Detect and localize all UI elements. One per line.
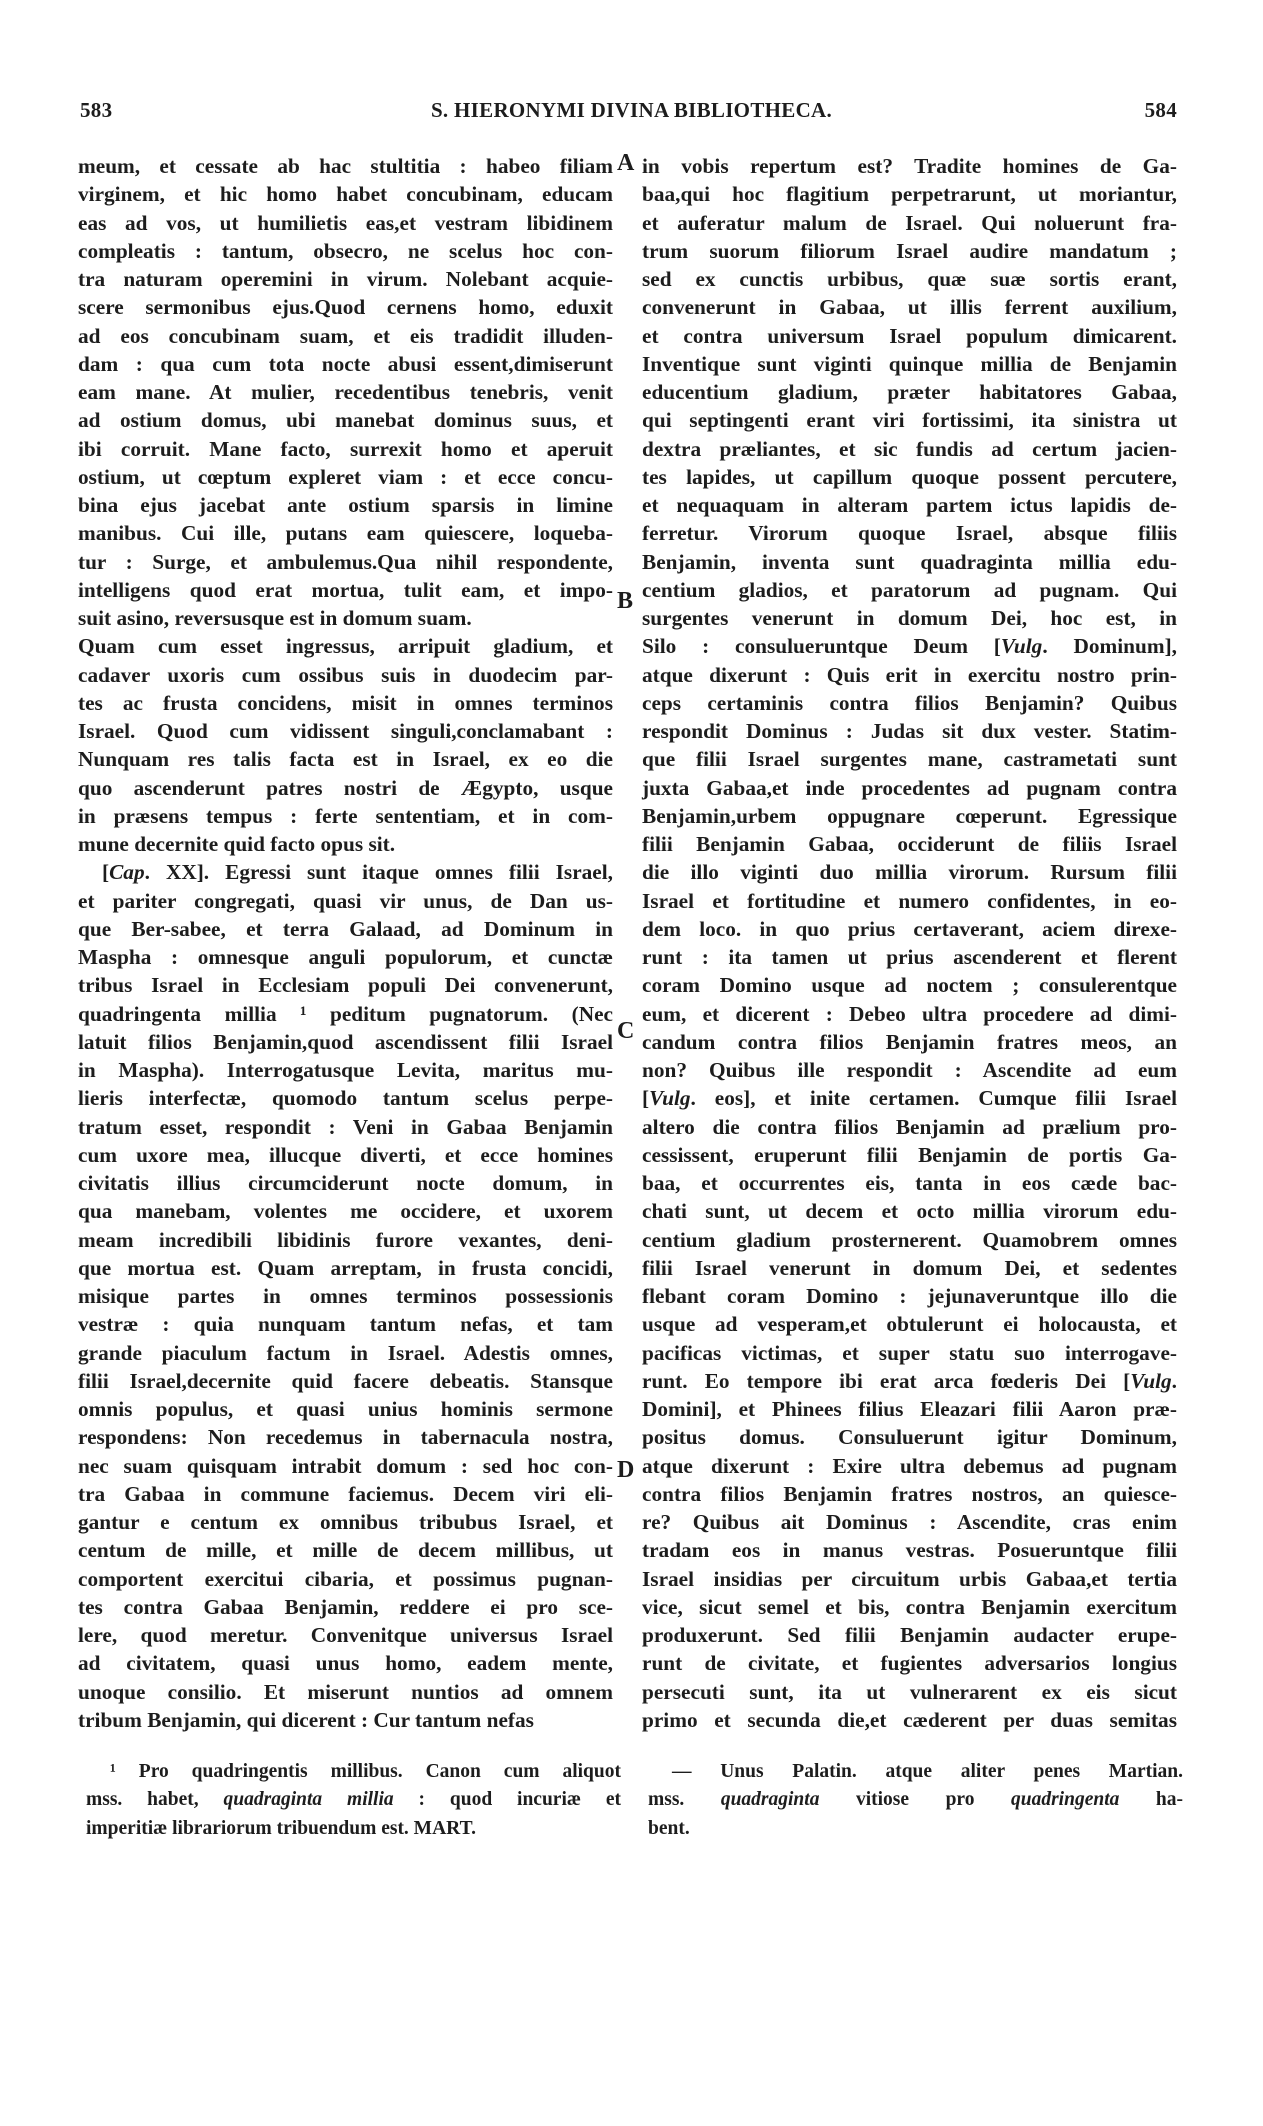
text-line: manibus. Cui ille, putans eam quiescere, loqueba- <box>78 521 613 546</box>
text-segment: ha- <box>1119 1789 1183 1811</box>
text-line: quadringenta millia ¹ peditum pugnatorum. (Nec <box>78 1001 613 1026</box>
text-line: convenerunt in Gabaa, ut illis ferrent auxilium, <box>642 295 1177 320</box>
text-line: cessissent, eruperunt filii Benjamin de portis Ga- <box>642 1142 1177 1167</box>
text-line: dam : qua cum tota nocte abusi essent,dimiserunt <box>78 351 613 376</box>
italic-text: Vulg <box>1000 634 1043 659</box>
text-line: Maspha : omnesque anguli populorum, et cunctæ <box>78 945 613 969</box>
text-line: gantur e centum ex omnibus tribubus Israel, et <box>78 1510 613 1534</box>
margin-mark-b: B <box>617 588 634 614</box>
page-number-right: 584 <box>1144 98 1177 122</box>
text-line: tra naturam operemini in virum. Nolebant acquie- <box>78 267 613 291</box>
text-line: die illo viginti duo millia virorum. Rursum filii <box>642 860 1177 885</box>
text-line: qua manebam, volentes me occidere, et uxorem <box>78 1199 613 1224</box>
text-line: filii Israel venerunt in domum Dei, et sedentes <box>642 1255 1177 1280</box>
italic-text: Cap <box>109 860 145 885</box>
italic-text: quadraginta millia <box>223 1789 394 1811</box>
text-line: ad civitatem, quasi unus homo, eadem mente, <box>78 1651 613 1676</box>
text-line: et pariter congregati, quasi vir unus, de Dan us- <box>78 888 613 913</box>
text-line: filii Benjamin Gabaa, occiderunt de filiis Israel <box>642 832 1177 856</box>
text-line: ceps certaminis contra filios Benjamin? Quibus <box>642 690 1177 715</box>
text-line: surgentes venerunt in domum Dei, hoc est, in <box>642 606 1177 630</box>
text-line: ibi corruit. Mane facto, surrexit homo et aperuit <box>78 436 613 461</box>
text-line: qui septingenti erant viri fortissimi, ita sinistra ut <box>642 408 1177 433</box>
text-line: tes ac frusta concidens, misit in omnes terminos <box>78 690 613 715</box>
text-line: tes contra Gabaa Benjamin, reddere ei pro sce- <box>78 1594 613 1619</box>
text-line: meam incredibili libidinis furore vexantes, deni- <box>78 1227 613 1252</box>
text-line <box>86 1786 621 1814</box>
margin-mark-c: C <box>617 1018 635 1044</box>
text-line <box>642 1084 1177 1112</box>
italic-text: quadraginta <box>720 1789 820 1811</box>
italic-text: Vulg <box>1130 1368 1172 1393</box>
text-line: altero die contra filios Benjamin ad prælium pro- <box>642 1114 1177 1139</box>
text-line: scere sermonibus ejus.Quod cernens homo, eduxit <box>78 295 613 320</box>
text-line: comportent exercitui cibaria, et possimus pugnan- <box>78 1566 613 1591</box>
text-line: meum, et cessate ab hac stultitia : habeo filiam <box>78 154 613 178</box>
text-line: nec suam quisquam intrabit domum : sed hoc con- <box>78 1453 613 1478</box>
text-line: suit asino, reversusque est in domum suam. <box>78 606 472 630</box>
text-line: chati sunt, ut decem et octo millia virorum edu- <box>642 1199 1177 1224</box>
text-line: latuit filios Benjamin,quod ascendissent filii Israel <box>78 1029 613 1054</box>
text-line: baa, et occurrentes eis, tanta in eos cæde bac- <box>642 1171 1177 1195</box>
margin-mark-d: D <box>617 1457 635 1483</box>
text-segment: . Dominum], <box>1042 634 1177 659</box>
text-line: tradam eos in manus vestras. Posueruntque filii <box>642 1538 1177 1563</box>
text-line: virginem, et hic homo habet concubinam, educam <box>78 182 613 207</box>
text-line: quo ascenderunt patres nostri de Ægypto, usque <box>78 775 613 800</box>
text-line: re? Quibus ait Dominus : Ascendite, cras enim <box>642 1510 1177 1534</box>
text-line: imperitiæ librariorum tribuendum est. MART. <box>86 1817 476 1839</box>
text-line: respondit Dominus : Judas sit dux vester. Statim- <box>642 719 1177 743</box>
text-segment: [ <box>642 1086 650 1111</box>
text-line: tratum esset, respondit : Veni in Gabaa Benjamin <box>78 1114 613 1139</box>
text-line: contra filios Benjamin fratres nostros, an quiesce- <box>642 1481 1177 1506</box>
text-line: misique partes in omnes terminos possessionis <box>78 1284 613 1308</box>
text-line: positus domus. Consuluerunt igitur Dominum, <box>642 1425 1177 1450</box>
text-line: tribum Benjamin, qui dicerent : Cur tantum nefas <box>78 1707 534 1732</box>
text-line: non? Quibus ille respondit : Ascendite ad eum <box>642 1058 1177 1082</box>
text-segment: Silo : consulueruntque Deum [ <box>642 634 1001 659</box>
text-line <box>648 1786 1183 1814</box>
text-segment: runt. Eo tempore ibi erat arca fœderis Dei [ <box>642 1368 1131 1393</box>
text-line: candum contra filios Benjamin fratres meos, an <box>642 1029 1177 1054</box>
text-line: que mortua est. Quam arreptam, in frusta concidi, <box>78 1255 613 1280</box>
text-line: et contra universum Israel populum dimicarent. <box>642 323 1177 348</box>
text-line: baa,qui hoc flagitium perpetrarunt, ut moriantur, <box>642 182 1177 207</box>
text-line: in præsens tempus : ferte sententiam, et in com- <box>78 803 613 828</box>
text-line <box>642 632 1177 660</box>
text-line: et auferatur malum de Israel. Qui noluerunt fra- <box>642 210 1177 235</box>
text-line: — Unus Palatin. atque aliter penes Martian. <box>672 1761 1183 1782</box>
text-line: grande piaculum factum in Israel. Adestis omnes, <box>78 1340 613 1365</box>
text-line <box>642 1367 1177 1395</box>
text-segment: mss. <box>648 1789 721 1811</box>
text-line: eum, et dicerent : Debeo ultra procedere ad dimi- <box>642 1001 1177 1026</box>
text-line: omnis populus, et quasi unius hominis sermone <box>78 1397 613 1421</box>
text-line: in Maspha). Interrogatusque Levita, maritus mu- <box>78 1058 613 1082</box>
text-line: pacificas victimas, et super statu suo interrogave- <box>642 1340 1177 1365</box>
italic-text: quadringenta <box>1011 1789 1120 1811</box>
text-line: Quam cum esset ingressus, arripuit gladium, et <box>78 634 613 659</box>
italic-text: Vulg <box>649 1086 691 1111</box>
text-line: mune decernite quid facto opus sit. <box>78 832 396 856</box>
text-line: sed ex cunctis urbibus, quæ suæ sortis erant, <box>642 267 1177 291</box>
text-line: que Ber-sabee, et terra Galaad, ad Dominum in <box>78 916 613 941</box>
text-line: Israel insidias per circuitum urbis Gabaa,et tertia <box>642 1566 1177 1591</box>
text-line: et nequaquam in alteram partem ictus lapidis de- <box>642 493 1177 517</box>
text-line: dextra præliantes, et sic fundis ad certum jacien- <box>642 436 1177 461</box>
footnote-right <box>648 1758 1183 1843</box>
left-column <box>78 152 613 1734</box>
text-line: vestræ : quia nunquam tantum nefas, et tam <box>78 1312 613 1337</box>
text-line: unoque consilio. Et miserunt nuntios ad omnem <box>78 1679 613 1704</box>
text-line: in vobis repertum est? Tradite homines de Ga- <box>642 154 1177 178</box>
text-line: runt : ita tamen ut prius ascenderent et flerent <box>642 945 1177 969</box>
running-title: S. HIERONYMI DIVINA BIBLIOTHECA. <box>430 98 833 122</box>
text-line: lere, quod meretur. Convenitque universus Israel <box>78 1623 613 1647</box>
text-line: persecuti sunt, ita ut vulnerarent ex eis sicut <box>642 1679 1177 1704</box>
text-line: que filii Israel surgentes mane, castrametati sunt <box>642 747 1177 772</box>
text-line: ostium, ut cœptum expleret viam : et ecce concu- <box>78 464 613 489</box>
text-line: Inventique sunt viginti quinque millia de Benjamin <box>642 351 1177 376</box>
text-line: vice, sicut semel et bis, contra Benjamin exercitum <box>642 1594 1177 1619</box>
text-segment: vitiose pro <box>819 1789 1011 1811</box>
text-line: cum uxore mea, illucque diverti, et ecce homines <box>78 1142 613 1167</box>
text-line: educentium gladium, præter habitatores Gabaa, <box>642 380 1177 404</box>
text-line: cadaver uxoris cum ossibus suis in duodecim par- <box>78 662 613 687</box>
text-line: Benjamin,urbem oppugnare cœperunt. Egressique <box>642 803 1177 828</box>
text-line: usque ad vesperam,et obtulerunt ei holocausta, et <box>642 1312 1177 1337</box>
text-segment: . XX]. Egressi sunt itaque omnes filii Israel, <box>144 860 613 885</box>
text-line: centum de mille, et mille de decem millibus, ut <box>78 1538 613 1563</box>
text-line: tur : Surge, et ambulemus.Qua nihil respondente, <box>78 549 613 574</box>
text-line: produxerunt. Sed filii Benjamin audacter erupe- <box>642 1623 1177 1647</box>
text-line: compleatis : tantum, obsecro, ne scelus hoc con- <box>78 238 613 263</box>
footnote-left <box>86 1758 621 1843</box>
text-line: ¹ Pro quadringentis millibus. Canon cum aliquot <box>110 1761 621 1782</box>
text-line: ad ostium domus, ubi manebat dominus suus, et <box>78 408 613 433</box>
text-line: flebant coram Domino : jejunaveruntque illo die <box>642 1284 1177 1308</box>
text-line: civitatis illius circumciderunt nocte domum, in <box>78 1171 613 1195</box>
text-line: bent. <box>648 1817 690 1839</box>
text-line: dem loco. in quo prius certaverant, aciem direxe- <box>642 916 1177 941</box>
text-line: respondens: Non recedemus in tabernacula nostra, <box>78 1425 613 1450</box>
text-line: filii Israel,decernite quid facere debeatis. Stansque <box>78 1368 613 1393</box>
text-line: trum suorum filiorum Israel audire mandatum ; <box>642 238 1177 263</box>
text-line: tra Gabaa in commune faciemus. Decem viri eli- <box>78 1481 613 1506</box>
text-line: Benjamin, inventa sunt quadraginta millia edu- <box>642 549 1177 574</box>
text-line: centium gladios, et paratorum ad pugnam. Qui <box>642 577 1177 602</box>
text-line: runt de civitate, et fugientes adversarios longius <box>642 1651 1177 1676</box>
text-line <box>78 858 613 886</box>
page-number-left: 583 <box>80 98 113 122</box>
text-line: tes lapides, ut capillum quoque possent percutere, <box>642 464 1177 489</box>
text-line: bina ejus jacebat ante ostium sparsis in limine <box>78 493 613 517</box>
text-line: juxta Gabaa,et inde procedentes ad pugnam contra <box>642 775 1177 800</box>
text-line: tribus Israel in Ecclesiam populi Dei convenerunt, <box>78 973 613 998</box>
text-line: eam mane. At mulier, recedentibus tenebris, venit <box>78 380 613 404</box>
margin-mark-a: A <box>617 150 635 176</box>
text-line: centium gladium prosternerent. Quamobrem omnes <box>642 1227 1177 1252</box>
text-segment: [ <box>102 860 110 885</box>
text-line: ferretur. Virorum quoque Israel, absque filiis <box>642 521 1177 546</box>
text-line: Nunquam res talis facta est in Israel, ex eo die <box>78 747 613 772</box>
text-line: atque dixerunt : Exire ultra debemus ad pugnam <box>642 1453 1177 1478</box>
text-line: Domini], et Phinees filius Eleazari filii Aaron præ- <box>642 1397 1177 1421</box>
text-line: atque dixerunt : Quis erit in exercitu nostro prin- <box>642 662 1177 687</box>
text-segment: . <box>1171 1368 1177 1393</box>
text-line: Israel et fortitudine et numero confidentes, in eo- <box>642 888 1177 913</box>
text-line: primo et secunda die,et cæderent per duas semitas <box>642 1707 1177 1732</box>
text-line: coram Domino usque ad noctem ; consulerentque <box>642 973 1177 998</box>
text-line: Israel. Quod cum vidissent singuli,conclamabant : <box>78 719 613 743</box>
text-segment: mss. habet, <box>86 1789 224 1811</box>
text-line: eas ad vos, ut humilietis eas,et vestram libidinem <box>78 210 613 235</box>
text-line: intelligens quod erat mortua, tulit eam, et impo- <box>78 577 613 602</box>
right-column <box>642 152 1177 1734</box>
text-line: ad eos concubinam suam, et eis tradidit illuden- <box>78 323 613 348</box>
text-line: lieris interfectæ, quomodo tantum scelus perpe- <box>78 1086 613 1111</box>
text-segment: . eos], et inite certamen. Cumque filii Israel <box>690 1086 1177 1111</box>
text-segment: : quod incuriæ et <box>393 1789 621 1811</box>
